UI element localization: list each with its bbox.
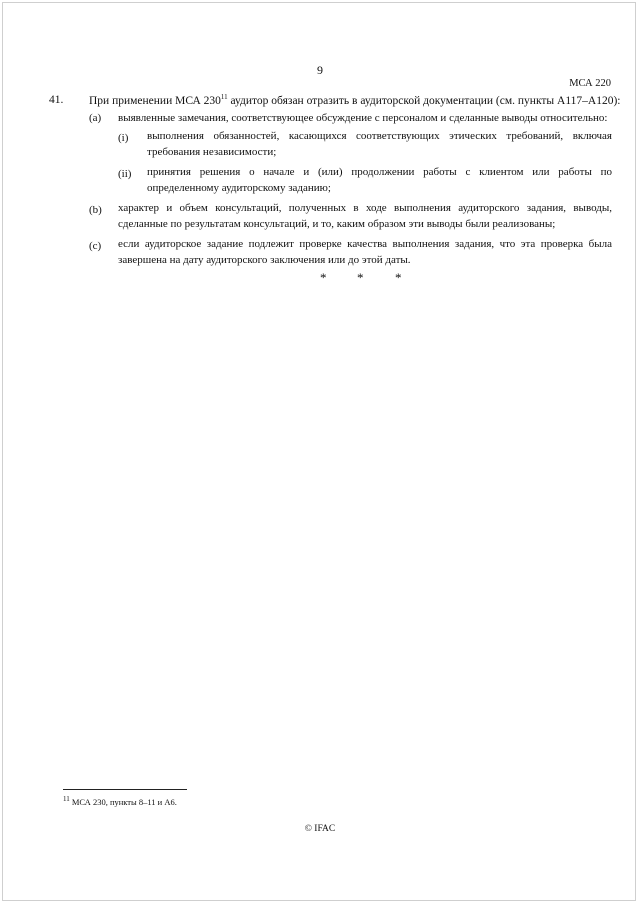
item-b-text: характер и объем консультаций, полученных в ходе выполнения аудиторского задания, выводы, сделанные по результатам консультаций, и то, каким образом эти выводы были реализованы;	[118, 202, 612, 230]
item-a-label: (a)	[89, 112, 102, 124]
footnote-reference: 11	[220, 93, 228, 102]
item-b-label: (b)	[89, 204, 102, 216]
item-a-text: выявленные замечания, соответствующее обсуждение с персоналом и сделанные выводы относительно:	[118, 112, 608, 124]
footnote-text: МСА 230, пункты 8–11 и А6.	[71, 797, 177, 807]
subitem-i-label: (i)	[118, 132, 129, 144]
footnote-rule	[63, 789, 187, 790]
intro-text-start: При применении МСА 230	[89, 95, 221, 107]
copyright-footer: © IFAC	[304, 824, 336, 834]
item-c-text: если аудиторское задание подлежит проверке качества выполнения задания, что эта проверка была завершена на дату аудиторского заключения или до этой даты.	[118, 238, 612, 266]
document-code: МСА 220	[569, 78, 611, 89]
separator-star-1: *	[320, 270, 327, 285]
intro-text-end: аудитор обязан отразить в аудиторской документации (см. пункты А117–А120):	[227, 95, 621, 107]
paragraph-number: 41.	[49, 94, 64, 106]
paragraph-intro	[89, 94, 629, 108]
subitem-ii-label: (ii)	[118, 168, 132, 180]
separator-star-2: *	[357, 270, 364, 285]
subitem-i-text: выполнения обязанностей, касающихся соответствующих этических требований, включая требования независимости;	[147, 130, 612, 158]
subitem-ii-text: принятия решения о начале и (или) продолжении работы с клиентом или работы по определенному аудиторскому заданию;	[147, 166, 612, 194]
page-number: 9	[317, 63, 323, 77]
footnote	[63, 797, 177, 807]
footnote-number: 11	[63, 795, 70, 804]
item-c-label: (c)	[89, 240, 102, 252]
separator-star-3: *	[395, 270, 402, 285]
